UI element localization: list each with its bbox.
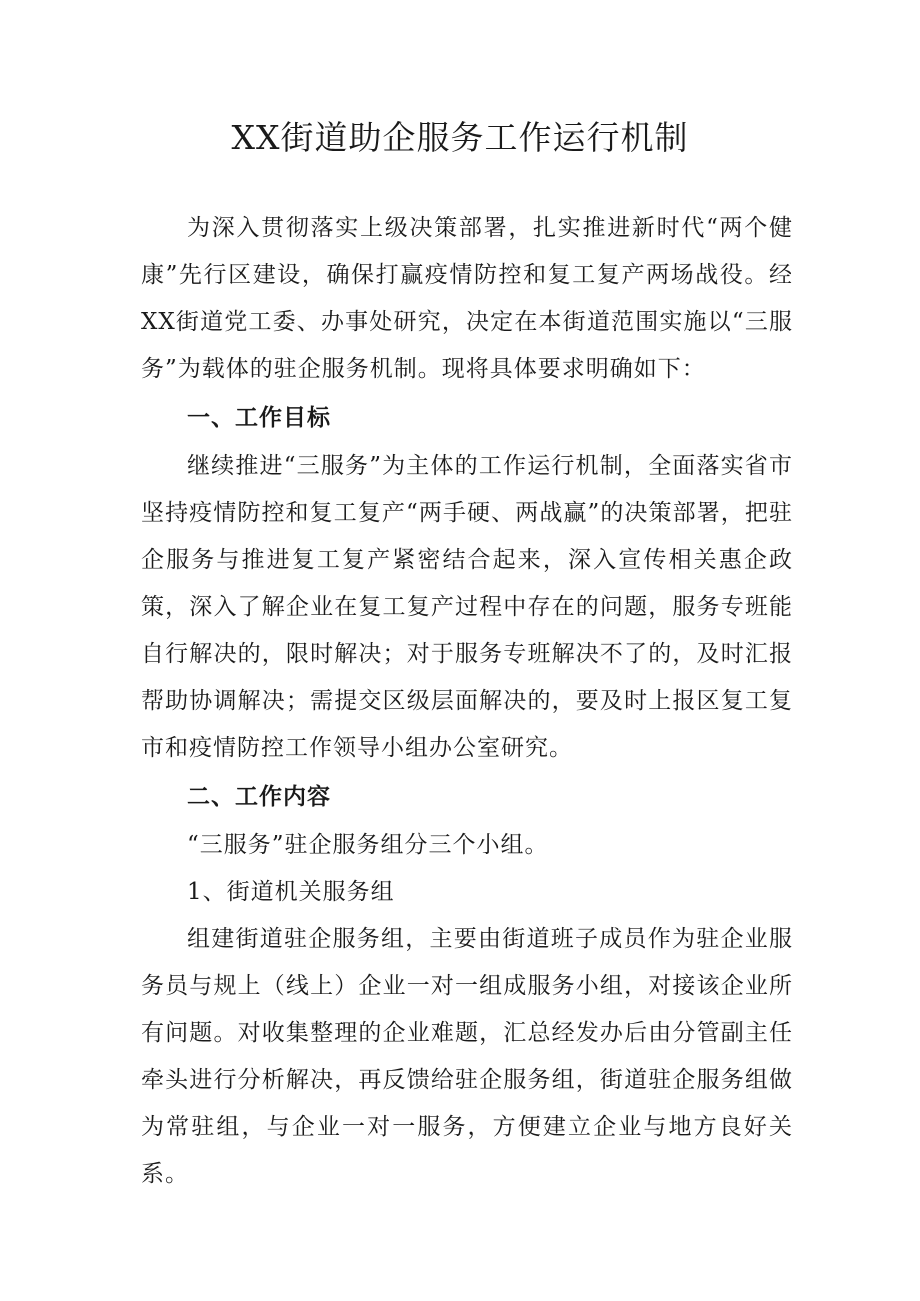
goals-paragraph: 继续推进“三服务”为主体的工作运行机制，全面落实省市坚持疫情防控和复工复产“两手硬、两战赢”的决策部署，把驻企服务与推进复工复产紧密结合起来，深入宣传相关惠企政策，深入了解企业在复工复产过程中存在的问题，服务专班能自行解决的，限时解决；对于服务专班解决不了的，及时汇报帮助协调解决；需提交区级层面解决的，要及时上报区复工复市和疫情防控工作领导小组办公室研究。 xyxy=(141,453,793,761)
section-heading-goals: 一、工作目标 xyxy=(187,405,331,431)
intro-paragraph: 为深入贯彻落实上级决策部署，扎实推进新时代“两个健康”先行区建设，确保打赢疫情防控和复工复产两场战役。经XX街道党工委、办事处研究，决定在本街道范围实施以“三服务”为载体的驻企服务机制。现将具体要求明确如下： xyxy=(141,215,793,382)
office-group-paragraph: 组建街道驻企服务组，主要由街道班子成员作为驻企业服务员与规上（线上）企业一对一组成服务小组，对接该企业所有问题。对收集整理的企业难题，汇总经发办后由分管副主任牵头进行分析解决，再反馈给驻企服务组，街道驻企服务组做为常驻组，与企业一对一服务，方便建立企业与地方良好关系。 xyxy=(141,926,793,1187)
document-body xyxy=(141,205,793,1198)
document-title: XX街道助企服务工作运行机制 xyxy=(231,118,689,157)
content-lead-line: “三服务”驻企服务组分三个小组。 xyxy=(187,832,549,858)
section-heading-content: 二、工作内容 xyxy=(187,784,331,810)
subsection-heading-office-group: 1、街道机关服务组 xyxy=(187,879,395,905)
